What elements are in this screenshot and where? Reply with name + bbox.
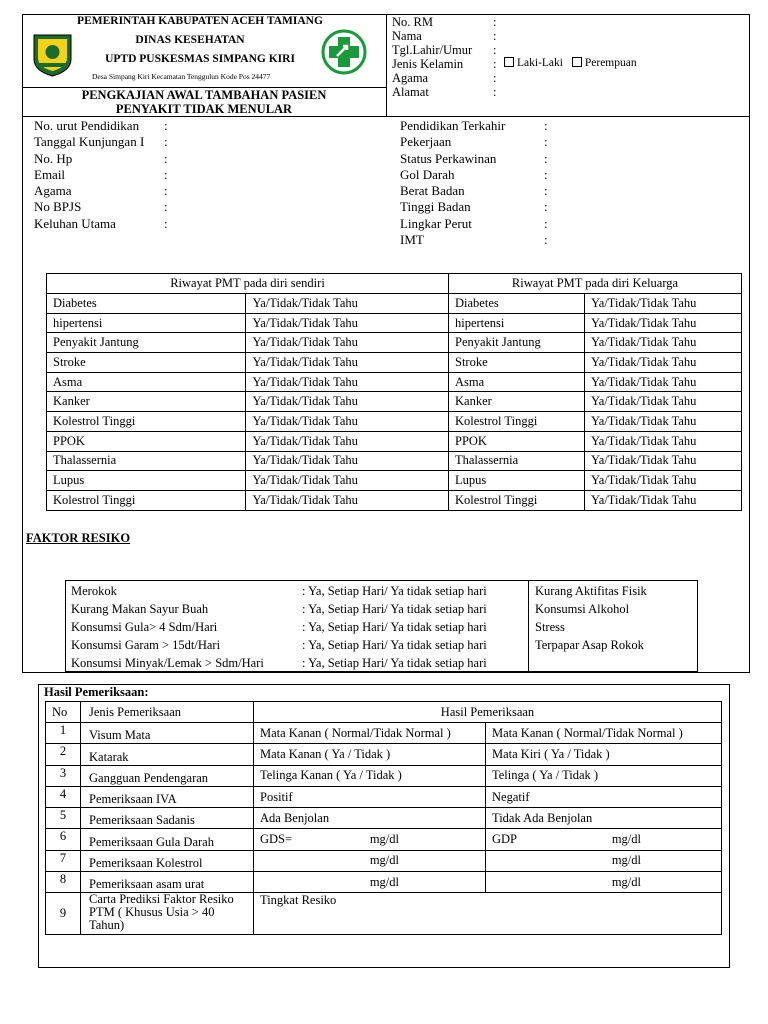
frame-bottom-border	[22, 672, 750, 673]
form-title-2: PENYAKIT TIDAK MENULAR	[115, 102, 293, 116]
pmt-self-answer[interactable]: Ya/Tidak/Tidak Tahu	[246, 294, 449, 314]
label-lingkar: Lingkar Perut	[400, 215, 472, 231]
exam-row-no: 4	[46, 786, 81, 807]
exam-row	[46, 829, 722, 850]
exam-row-9	[46, 893, 722, 935]
exam-result-left[interactable]	[486, 723, 722, 744]
pmt-row	[47, 372, 742, 392]
exam-header-no: No	[46, 702, 81, 723]
exam-result-text: GDP	[492, 832, 518, 847]
pmt-family-disease: Kanker	[449, 392, 585, 412]
risk-item-sayur: Kurang Makan Sayur Buah	[71, 602, 209, 616]
gender-male-checkbox[interactable]	[504, 57, 514, 67]
exam-row-name: Katarak	[81, 744, 254, 765]
exam-result-right[interactable]	[254, 872, 486, 893]
label-agama: Agama	[34, 183, 72, 199]
header-divider	[386, 14, 387, 117]
gender-options	[498, 57, 637, 69]
pmt-family-disease: hipertensi	[449, 313, 585, 333]
pmt-self-disease: Lupus	[47, 471, 246, 491]
gender-female-label: Perempuan	[584, 57, 637, 69]
pmt-row	[47, 412, 742, 432]
exam-row	[46, 850, 722, 871]
exam-result-text: Mata Kanan ( Ya / Tidak )	[260, 746, 391, 761]
pmt-self-disease: Thalassernia	[47, 451, 246, 471]
pmt-family-disease: Stroke	[449, 353, 585, 373]
pmt-row	[47, 451, 742, 471]
label-gol-darah: Gol Darah	[400, 166, 455, 182]
risk-other-stress: Stress	[535, 620, 565, 634]
pmt-family-disease: PPOK	[449, 431, 585, 451]
pmt-self-header: Riwayat PMT pada diri sendiri	[47, 274, 449, 294]
exam-result-text: Telinga Kanan ( Ya / Tidak )	[260, 768, 402, 783]
exam-row-name: Pemeriksaan asam urat	[81, 872, 254, 893]
pmt-self-answer[interactable]: Ya/Tidak/Tidak Tahu	[246, 412, 449, 432]
form-title-1: PENGKAJIAN AWAL TAMBAHAN PASIEN	[81, 88, 327, 102]
exam-row-no: 5	[46, 808, 81, 829]
gender-female-checkbox[interactable]	[572, 57, 582, 67]
pmt-self-disease: hipertensi	[47, 313, 246, 333]
pmt-self-answer[interactable]: Ya/Tidak/Tidak Tahu	[246, 392, 449, 412]
exam-result-left[interactable]	[486, 786, 722, 807]
label-agama: Agama	[392, 71, 429, 85]
pmt-row	[47, 294, 742, 314]
label-nama: Nama	[392, 29, 422, 43]
puskesmas-logo-icon	[321, 29, 367, 79]
risk-box-divider	[528, 580, 529, 672]
exam-row	[46, 765, 722, 786]
exam-unit: mg/dl	[369, 853, 399, 868]
pmt-self-disease: Penyakit Jantung	[47, 333, 246, 353]
pmt-self-disease: Diabetes	[47, 294, 246, 314]
patient-id-colons: : : : : : :	[493, 15, 497, 99]
exam-result-text: Positif	[260, 789, 293, 804]
pmt-self-answer[interactable]: Ya/Tidak/Tidak Tahu	[246, 451, 449, 471]
unit-title: UPTD PUSKESMAS SIMPANG KIRI	[105, 53, 295, 65]
exam-unit: mg/dl	[611, 832, 641, 847]
pmt-family-answer[interactable]: Ya/Tidak/Tidak Tahu	[585, 353, 742, 373]
pmt-self-disease: PPOK	[47, 431, 246, 451]
pmt-family-disease: Kolestrol Tinggi	[449, 490, 585, 510]
label-no-urut: No. urut Pendidikan	[34, 118, 140, 133]
exam-unit: mg/dl	[611, 853, 641, 868]
risk-answers	[302, 582, 487, 672]
risk-other-asap: Terpapar Asap Rokok	[535, 638, 644, 652]
pmt-family-answer[interactable]: Ya/Tidak/Tidak Tahu	[585, 431, 742, 451]
pmt-self-answer[interactable]: Ya/Tidak/Tidak Tahu	[246, 333, 449, 353]
label-no-bpjs: No BPJS	[34, 199, 82, 215]
address: Desa Simpang Kiri Kecamatan Tenggulun Kode Pos 24477	[92, 72, 271, 81]
pmt-family-disease: Asma	[449, 372, 585, 392]
risk-item-garam: Konsumsi Garam > 15dt/Hari	[71, 638, 221, 652]
exam-title: Hasil Pemeriksaan:	[44, 685, 149, 699]
personal-left-colons: : : : : : : :	[164, 118, 168, 231]
label-no-hp: No. Hp	[34, 150, 73, 166]
exam-row-name: Carta Prediksi Faktor Resiko PTM ( Khusus Usia > 40 Tahun)	[81, 893, 254, 935]
exam-row-no: 1	[46, 723, 81, 744]
pmt-self-disease: Kanker	[47, 392, 246, 412]
pmt-row	[47, 490, 742, 510]
pmt-family-disease: Kolestrol Tinggi	[449, 412, 585, 432]
pmt-self-disease: Asma	[47, 372, 246, 392]
exam-result-text: Ada Benjolan	[260, 810, 330, 825]
pmt-family-disease: Lupus	[449, 471, 585, 491]
exam-result-text: Telinga ( Ya / Tidak )	[492, 768, 599, 783]
pmt-row	[47, 313, 742, 333]
exam-row-no: 6	[46, 829, 81, 850]
pmt-row	[47, 333, 742, 353]
personal-right-labels	[400, 118, 505, 248]
exam-result-text: Tidak Ada Benjolan	[492, 810, 593, 825]
pmt-family-answer[interactable]: Ya/Tidak/Tidak Tahu	[585, 451, 742, 471]
exam-result-left[interactable]	[486, 872, 722, 893]
label-email: Email	[34, 166, 66, 182]
label-pekerjaan: Pekerjaan	[400, 134, 452, 150]
patient-id-labels	[392, 15, 472, 99]
exam-row	[46, 872, 722, 893]
pmt-self-answer[interactable]: Ya/Tidak/Tidak Tahu	[246, 353, 449, 373]
pmt-self-disease: Kolestrol Tinggi	[47, 412, 246, 432]
exam-result-left[interactable]	[486, 808, 722, 829]
exam-result-text: Mata Kanan ( Normal/Tidak Normal )	[492, 725, 683, 740]
regency-logo-icon	[30, 31, 75, 81]
exam-row-no: 2	[46, 744, 81, 765]
pmt-family-answer[interactable]: Ya/Tidak/Tidak Tahu	[585, 471, 742, 491]
exam-table	[45, 701, 722, 935]
exam-header-result: Hasil Pemeriksaan	[254, 702, 722, 723]
exam-unit: mg/dl	[611, 874, 641, 889]
pmt-header-row	[47, 274, 742, 294]
risk-item-gula: Konsumsi Gula> 4 Sdm/Hari	[71, 620, 218, 634]
frame-right-border	[749, 117, 750, 673]
exam-result-text: GDS=	[260, 832, 293, 847]
exam-row-name: Pemeriksaan IVA	[81, 786, 254, 807]
exam-result-left[interactable]	[486, 765, 722, 786]
exam-result-text: Mata Kanan ( Normal/Tidak Normal )	[260, 725, 451, 740]
pmt-self-disease: Kolestrol Tinggi	[47, 490, 246, 510]
pmt-row	[47, 471, 742, 491]
pmt-row	[47, 353, 742, 373]
label-imt: IMT	[400, 232, 424, 248]
personal-right-colons: : : : : : : : :	[544, 118, 548, 248]
label-no-rm: No. RM	[392, 15, 433, 29]
exam-header-type: Jenis Pemeriksaan	[81, 702, 254, 723]
label-tinggi: Tinggi Badan	[400, 199, 471, 215]
pmt-self-answer[interactable]: Ya/Tidak/Tidak Tahu	[246, 490, 449, 510]
exam-row-no: 3	[46, 765, 81, 786]
label-pendidikan: Pendidikan Terkahir	[400, 118, 506, 133]
pmt-table	[46, 273, 742, 511]
exam-unit: mg/dl	[369, 832, 399, 847]
exam-result-right[interactable]	[254, 786, 486, 807]
exam-row-no: 7	[46, 850, 81, 871]
exam-result-right[interactable]	[254, 765, 486, 786]
exam-row-result: Tingkat Resiko	[254, 893, 722, 935]
label-tanggal-kunjungan: Tanggal Kunjungan I	[34, 134, 145, 150]
risk-items	[71, 582, 264, 672]
exam-result-right[interactable]	[254, 829, 486, 850]
label-jenis-kelamin: Jenis Kelamin	[392, 57, 464, 71]
exam-row-name: Pemeriksaan Sadanis	[81, 808, 254, 829]
pmt-self-answer[interactable]: Ya/Tidak/Tidak Tahu	[246, 313, 449, 333]
exam-result-right[interactable]	[254, 744, 486, 765]
pmt-family-disease: Diabetes	[449, 294, 585, 314]
label-keluhan-utama: Keluhan Utama	[34, 215, 116, 231]
exam-unit: mg/dl	[369, 874, 399, 889]
risk-other-aktifitas: Kurang Aktifitas Fisik	[535, 584, 647, 598]
exam-result-right[interactable]	[254, 723, 486, 744]
risk-title: FAKTOR RESIKO	[26, 531, 131, 545]
gov-title: PEMERINTAH KABUPATEN ACEH TAMIANG	[77, 15, 323, 27]
pmt-family-answer[interactable]: Ya/Tidak/Tidak Tahu	[585, 372, 742, 392]
exam-result-right[interactable]	[254, 808, 486, 829]
exam-row-name: Gangguan Pendengaran	[81, 765, 254, 786]
personal-left-labels	[34, 118, 144, 232]
risk-answer: : Ya, Setiap Hari/ Ya tidak setiap hari	[302, 620, 487, 634]
pmt-family-answer[interactable]: Ya/Tidak/Tidak Tahu	[585, 333, 742, 353]
pmt-family-answer[interactable]: Ya/Tidak/Tidak Tahu	[585, 313, 742, 333]
exam-row-no: 8	[46, 872, 81, 893]
pmt-family-answer[interactable]: Ya/Tidak/Tidak Tahu	[585, 490, 742, 510]
risk-item-merokok: Merokok	[71, 584, 117, 598]
exam-row-name: Pemeriksaan Kolestrol	[81, 850, 254, 871]
exam-result-left[interactable]	[486, 744, 722, 765]
exam-row	[46, 808, 722, 829]
risk-other-alkohol: Konsumsi Alkohol	[535, 602, 630, 616]
risk-answer: : Ya, Setiap Hari/ Ya tidak setiap hari	[302, 602, 487, 616]
exam-result-left[interactable]	[486, 829, 722, 850]
pmt-self-answer[interactable]: Ya/Tidak/Tidak Tahu	[246, 372, 449, 392]
exam-header-row	[46, 702, 722, 723]
exam-row	[46, 723, 722, 744]
exam-row	[46, 786, 722, 807]
pmt-row	[47, 431, 742, 451]
pmt-self-disease: Stroke	[47, 353, 246, 373]
pmt-self-answer[interactable]: Ya/Tidak/Tidak Tahu	[246, 471, 449, 491]
label-tgl-lahir: Tgl.Lahir/Umur	[392, 43, 473, 57]
risk-item-minyak: Konsumsi Minyak/Lemak > Sdm/Hari	[71, 656, 264, 670]
exam-row-name: Pemeriksaan Gula Darah	[81, 829, 254, 850]
label-berat: Berat Badan	[400, 183, 465, 199]
pmt-self-answer[interactable]: Ya/Tidak/Tidak Tahu	[246, 431, 449, 451]
dept-title: DINAS KESEHATAN	[135, 34, 245, 46]
exam-result-left[interactable]	[486, 850, 722, 871]
exam-result-text: Negatif	[492, 789, 530, 804]
pmt-family-answer[interactable]: Ya/Tidak/Tidak Tahu	[585, 392, 742, 412]
label-status: Status Perkawinan	[400, 150, 497, 166]
risk-answer: : Ya, Setiap Hari/ Ya tidak setiap hari	[302, 656, 487, 670]
pmt-family-answer[interactable]: Ya/Tidak/Tidak Tahu	[585, 412, 742, 432]
risk-answer: : Ya, Setiap Hari/ Ya tidak setiap hari	[302, 638, 487, 652]
pmt-family-header: Riwayat PMT pada diri Keluarga	[449, 274, 742, 294]
risk-other	[535, 582, 647, 654]
exam-result-text: Mata Kiri ( Ya / Tidak )	[492, 746, 610, 761]
label-alamat: Alamat	[392, 85, 429, 99]
exam-row-name: Visum Mata	[81, 723, 254, 744]
pmt-row	[47, 392, 742, 412]
gender-male-label: Laki-Laki	[517, 57, 563, 69]
risk-answer: : Ya, Setiap Hari/ Ya tidak setiap hari	[302, 584, 487, 598]
pmt-family-disease: Thalassernia	[449, 451, 585, 471]
frame-left-border	[22, 117, 23, 673]
pmt-family-answer[interactable]: Ya/Tidak/Tidak Tahu	[585, 294, 742, 314]
pmt-family-disease: Penyakit Jantung	[449, 333, 585, 353]
exam-row-no: 9	[46, 893, 81, 935]
exam-row	[46, 744, 722, 765]
exam-result-right[interactable]	[254, 850, 486, 871]
